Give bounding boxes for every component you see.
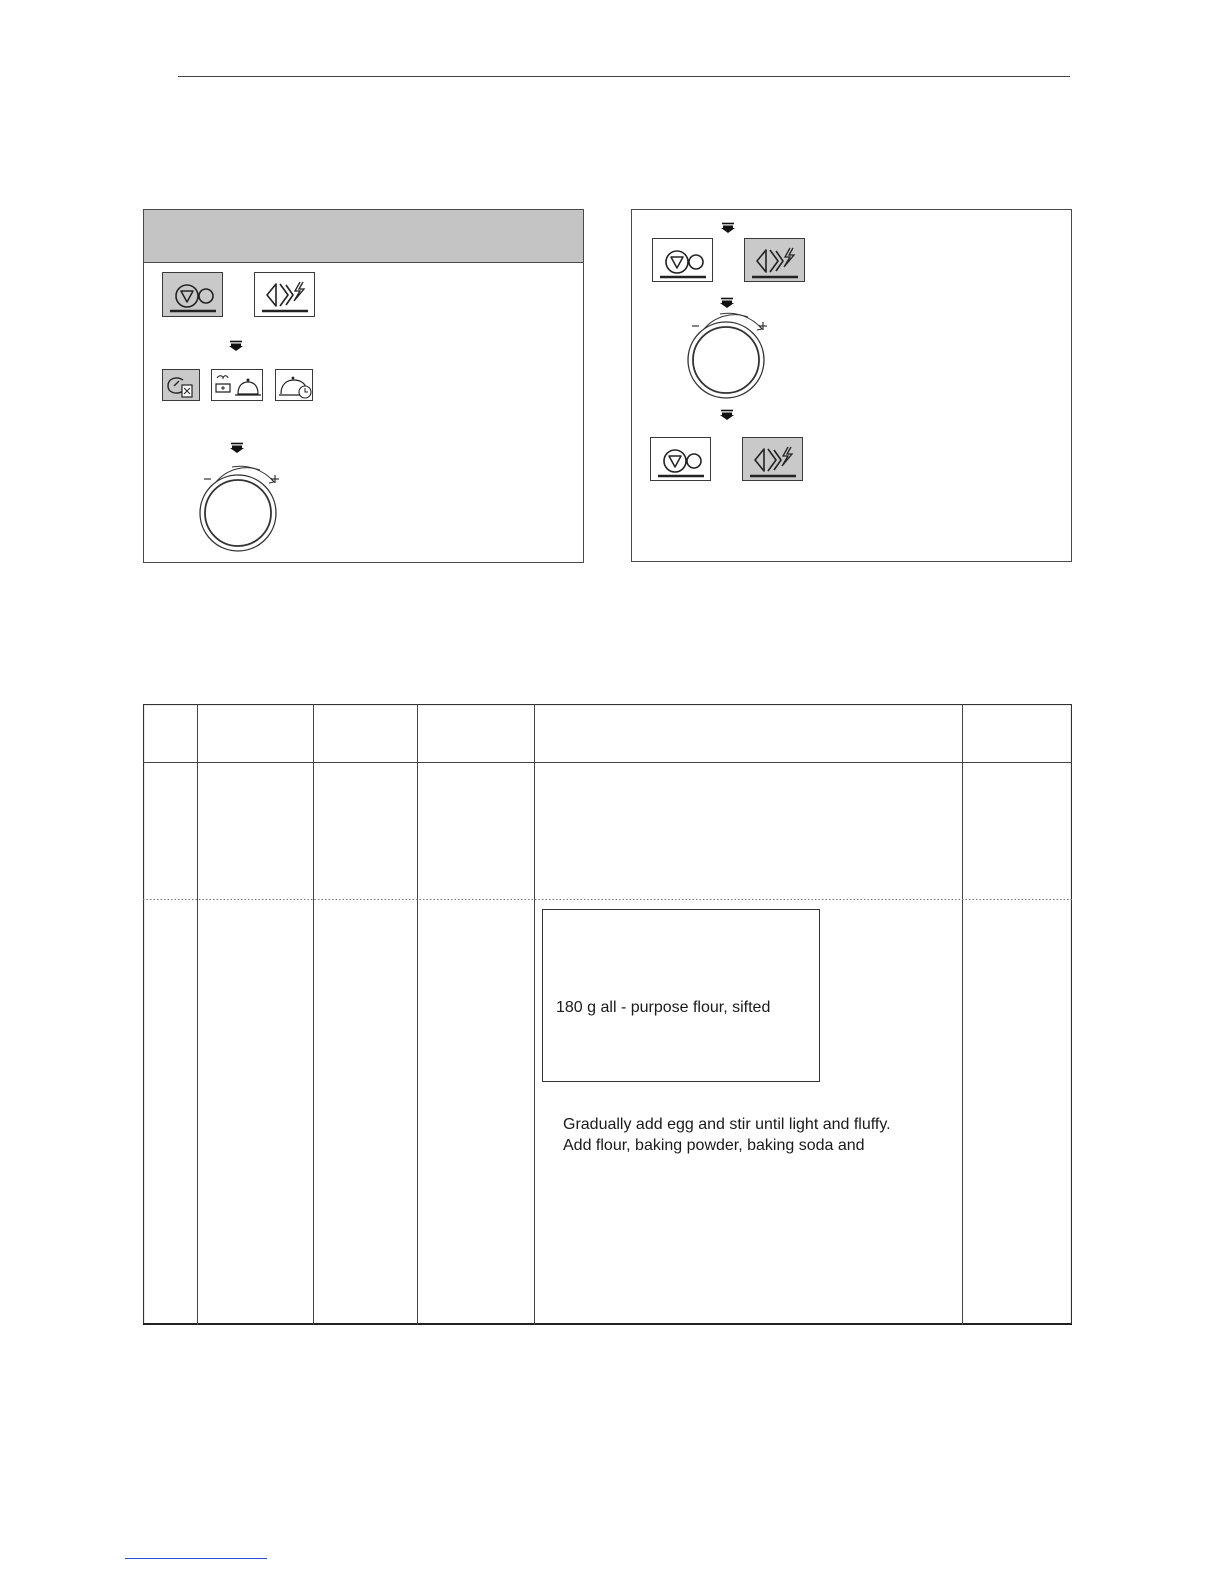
instruction-panel-left (143, 209, 584, 563)
down-arrow-icon (230, 442, 244, 454)
method-line: Gradually add egg and stir until light and fluffy. (563, 1116, 891, 1133)
method-line: Add flour, baking powder, baking soda and (563, 1137, 865, 1154)
stop-clear-icon (162, 272, 223, 317)
ingredients-box (542, 909, 820, 1082)
dial-knob-icon (682, 307, 774, 403)
footer-link-underline[interactable] (125, 1558, 267, 1559)
start-icon (742, 437, 803, 481)
method-text (563, 1114, 891, 1156)
panel-header-bar (144, 210, 583, 263)
stop-clear-icon (652, 238, 713, 282)
auto-cook-icon (162, 369, 200, 401)
down-arrow-icon (229, 340, 243, 352)
steam-menu-icon (211, 369, 263, 401)
header-rule (178, 76, 1070, 77)
start-icon (744, 238, 805, 282)
instruction-panel-right (631, 209, 1072, 562)
stop-clear-icon (650, 437, 711, 481)
down-arrow-icon (721, 222, 735, 234)
start-icon (254, 272, 315, 317)
timer-menu-icon (275, 369, 313, 401)
ingredient-line: 180 g all - purpose flour, sifted (556, 999, 771, 1016)
dial-knob-icon (194, 460, 286, 556)
down-arrow-icon (720, 409, 734, 421)
